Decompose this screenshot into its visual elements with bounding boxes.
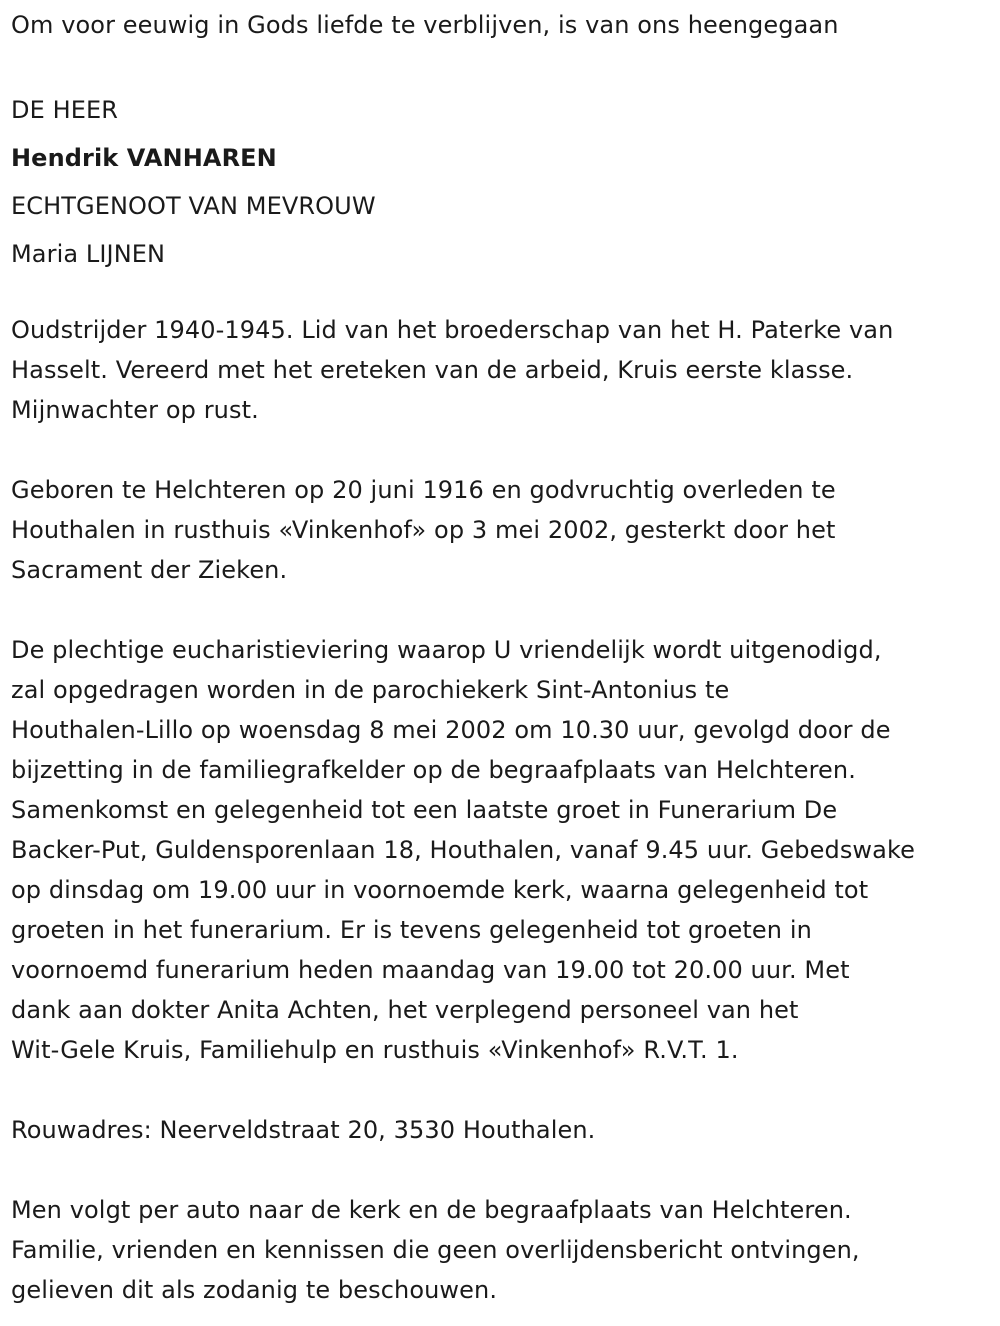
paragraph-line: Samenkomst en gelegenheid tot een laatste groet in Funerarium De [11, 796, 838, 824]
deceased-name: Hendrik VANHAREN [11, 144, 277, 172]
paragraph-closing [11, 1190, 860, 1310]
intro-text-block [11, 5, 839, 45]
paragraph-line: Men volgt per auto naar de kerk en de begraafplaats van Helchteren. [11, 1196, 852, 1224]
paragraph-line: bijzetting in de familiegrafkelder op de begraafplaats van Helchteren. [11, 756, 856, 784]
paragraph-line: De plechtige eucharistieviering waarop U vriendelijk wordt uitgenodigd, [11, 636, 882, 664]
deceased-heading [11, 86, 376, 278]
paragraph-line: Familie, vrienden en kennissen die geen overlijdensbericht ontvingen, [11, 1236, 860, 1264]
paragraph-line: Oudstrijder 1940-1945. Lid van het broederschap van het H. Paterke van [11, 316, 894, 344]
paragraph-line: Wit-Gele Kruis, Familiehulp en rusthuis «Vinkenhof» R.V.T. 1. [11, 1036, 739, 1064]
paragraph-line: zal opgedragen worden in de parochiekerk Sint-Antonius te [11, 676, 730, 704]
paragraph-line: Sacrament der Zieken. [11, 556, 288, 584]
paragraph-line: Hasselt. Vereerd met het ereteken van de arbeid, Kruis eerste klasse. [11, 356, 854, 384]
paragraph-line: Backer-Put, Guldensporenlaan 18, Houthalen, vanaf 9.45 uur. Gebedswake [11, 836, 915, 864]
title-line: DE HEER [11, 96, 119, 124]
paragraph-line: Houthalen in rusthuis «Vinkenhof» op 3 mei 2002, gesterkt door het [11, 516, 836, 544]
paragraph-birth-death [11, 470, 836, 590]
paragraph-mourning-address [11, 1110, 595, 1150]
paragraph-line: Rouwadres: Neerveldstraat 20, 3530 Houthalen. [11, 1116, 596, 1144]
spouse-label: ECHTGENOOT VAN MEVROUW [11, 192, 376, 220]
spouse-name: Maria LIJNEN [11, 240, 166, 268]
paragraph-line: Geboren te Helchteren op 20 juni 1916 en godvruchtig overleden te [11, 476, 836, 504]
paragraph-line: Mijnwachter op rust. [11, 396, 259, 424]
paragraph-line: gelieven dit als zodanig te beschouwen. [11, 1276, 498, 1304]
paragraph-line: op dinsdag om 19.00 uur in voornoemde kerk, waarna gelegenheid tot [11, 876, 869, 904]
paragraph-line: dank aan dokter Anita Achten, het verplegend personeel van het [11, 996, 799, 1024]
paragraph-line: voornoemd funerarium heden maandag van 19.00 tot 20.00 uur. Met [11, 956, 850, 984]
paragraph-biography [11, 310, 893, 430]
paragraph-line: Houthalen-Lillo op woensdag 8 mei 2002 om 10.30 uur, gevolgd door de [11, 716, 891, 744]
paragraph-ceremony [11, 630, 915, 1070]
paragraph-line: groeten in het funerarium. Er is tevens gelegenheid tot groeten in [11, 916, 812, 944]
intro-line: Om voor eeuwig in Gods liefde te verblijven, is van ons heengegaan [11, 11, 839, 39]
